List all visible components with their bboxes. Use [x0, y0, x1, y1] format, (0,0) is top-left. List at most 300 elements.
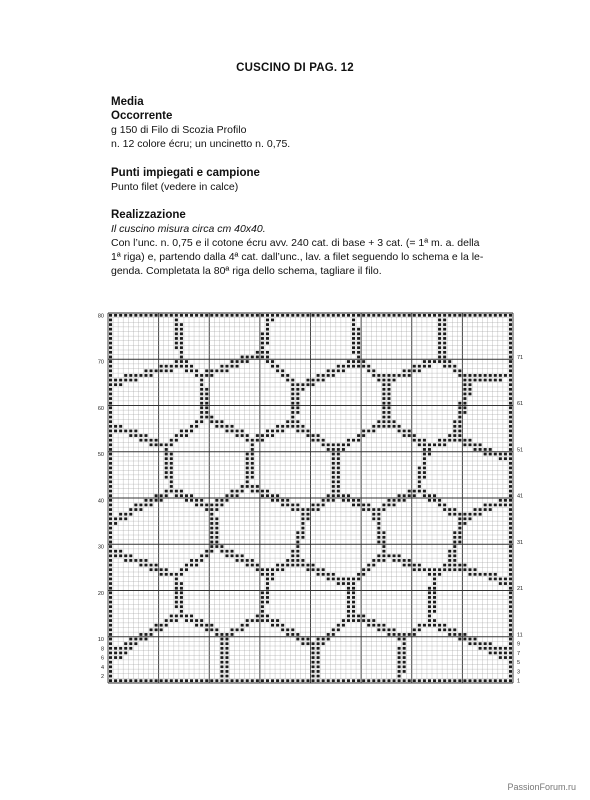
filled-cell: [484, 314, 487, 317]
filled-cell: [489, 374, 492, 377]
filled-cell: [155, 443, 158, 446]
filled-cell: [463, 638, 466, 641]
filled-cell: [109, 420, 112, 423]
grid-lines-layer: [108, 313, 513, 683]
filled-cell: [509, 379, 512, 382]
filled-cell: [109, 480, 112, 483]
filled-cell: [463, 397, 466, 400]
filled-cell: [413, 568, 416, 571]
filled-cell: [205, 628, 208, 631]
filled-cell: [109, 545, 112, 548]
filled-cell: [134, 430, 137, 433]
filled-cell: [357, 679, 360, 682]
filled-cell: [109, 346, 112, 349]
filled-cell: [347, 494, 350, 497]
filled-cell: [509, 328, 512, 331]
filled-cell: [317, 661, 320, 664]
filled-cell: [332, 628, 335, 631]
filled-cell: [134, 374, 137, 377]
filled-cell: [165, 369, 168, 372]
filled-cell: [362, 365, 365, 368]
filled-cell: [180, 591, 183, 594]
filled-cell: [484, 374, 487, 377]
filled-cell: [413, 490, 416, 493]
filled-cell: [109, 485, 112, 488]
filled-cell: [413, 314, 416, 317]
filled-cell: [271, 499, 274, 502]
realizzazione-line-3: genda. Completata la 80ª riga dello schema, tagliare il filo.: [111, 265, 382, 277]
filled-cell: [458, 420, 461, 423]
filled-cell: [205, 388, 208, 391]
filled-cell: [453, 508, 456, 511]
filled-cell: [382, 628, 385, 631]
filled-cell: [155, 499, 158, 502]
filled-cell: [276, 619, 279, 622]
right-axis-label: 51: [517, 447, 524, 454]
filled-cell: [433, 591, 436, 594]
filled-cell: [200, 402, 203, 405]
filled-cell: [362, 568, 365, 571]
filled-cell: [509, 545, 512, 548]
filled-cell: [306, 568, 309, 571]
filled-cell: [342, 494, 345, 497]
filled-cell: [509, 508, 512, 511]
filled-cell: [190, 314, 193, 317]
filled-cell: [458, 439, 461, 442]
filled-cell: [509, 647, 512, 650]
filled-cell: [129, 434, 132, 437]
filled-cell: [347, 587, 350, 590]
filled-cell: [438, 346, 441, 349]
filled-cell: [109, 383, 112, 386]
filled-cell: [332, 462, 335, 465]
filled-cell: [160, 443, 163, 446]
filled-cell: [489, 379, 492, 382]
filled-cell: [317, 642, 320, 645]
punti-line-1: Punto filet (vedere in calce): [111, 181, 239, 193]
filled-cell: [342, 578, 345, 581]
filled-cell: [109, 332, 112, 335]
filled-cell: [382, 425, 385, 428]
filled-cell: [281, 425, 284, 428]
filled-cell: [423, 365, 426, 368]
filled-cell: [109, 578, 112, 581]
filled-cell: [312, 314, 315, 317]
filled-cell: [175, 587, 178, 590]
filled-cell: [210, 550, 213, 553]
filled-cell: [317, 504, 320, 507]
filled-cell: [266, 360, 269, 363]
filled-cell: [489, 647, 492, 650]
filled-cell: [220, 545, 223, 548]
filled-cell: [251, 439, 254, 442]
filled-cell: [144, 439, 147, 442]
filled-cell: [261, 356, 264, 359]
filled-cell: [433, 499, 436, 502]
filled-cell: [175, 490, 178, 493]
left-axis-label: 30: [97, 544, 104, 551]
filled-cell: [160, 494, 163, 497]
right-axis-label: 7: [517, 650, 521, 657]
filled-cell: [119, 550, 122, 553]
filled-cell: [114, 652, 117, 655]
filled-cell: [210, 527, 213, 530]
filled-cell: [215, 425, 218, 428]
filled-cell: [433, 619, 436, 622]
filled-cell: [185, 369, 188, 372]
filled-cell: [160, 679, 163, 682]
filled-cell: [418, 624, 421, 627]
filled-cell: [489, 448, 492, 451]
filled-cell: [458, 536, 461, 539]
filled-cell: [479, 642, 482, 645]
filled-cell: [377, 559, 380, 562]
filled-cell: [468, 314, 471, 317]
filled-cell: [210, 628, 213, 631]
filled-cell: [423, 453, 426, 456]
filled-cell: [195, 369, 198, 372]
filled-cell: [463, 314, 466, 317]
filled-cell: [332, 499, 335, 502]
filled-cell: [337, 476, 340, 479]
filled-cell: [509, 332, 512, 335]
filled-cell: [109, 665, 112, 668]
filled-cell: [509, 513, 512, 516]
left-axis-label: 8: [100, 646, 104, 653]
filled-cell: [165, 365, 168, 368]
right-axis-label: 1: [517, 678, 521, 685]
filled-cell: [509, 670, 512, 673]
filled-cell: [352, 337, 355, 340]
filled-cell: [170, 471, 173, 474]
filled-cell: [428, 568, 431, 571]
filled-cell: [433, 578, 436, 581]
filled-cell: [109, 568, 112, 571]
filled-cell: [509, 517, 512, 520]
filled-cell: [387, 314, 390, 317]
filled-cell: [160, 499, 163, 502]
filled-cell: [185, 679, 188, 682]
filled-cell: [337, 314, 340, 317]
filled-cell: [129, 679, 132, 682]
filled-cell: [266, 494, 269, 497]
filled-cell: [175, 578, 178, 581]
filled-cell: [448, 633, 451, 636]
filled-cell: [337, 453, 340, 456]
filled-cell: [266, 568, 269, 571]
filled-cell: [403, 647, 406, 650]
filled-cell: [286, 499, 289, 502]
filled-cell: [170, 453, 173, 456]
filled-cell: [301, 642, 304, 645]
filled-cell: [236, 360, 239, 363]
filled-cell: [190, 430, 193, 433]
filled-cell: [150, 443, 153, 446]
filled-cell: [109, 388, 112, 391]
filled-cell: [119, 314, 122, 317]
filled-cell: [271, 430, 274, 433]
filled-cell: [155, 439, 158, 442]
filled-cell: [170, 619, 173, 622]
filled-cell: [109, 490, 112, 493]
filled-cell: [387, 383, 390, 386]
filled-cell: [185, 434, 188, 437]
left-axis-label: 4: [100, 664, 104, 671]
filled-cell: [271, 314, 274, 317]
filled-cell: [458, 411, 461, 414]
filled-cell: [509, 314, 512, 317]
filled-cell: [499, 652, 502, 655]
filled-cell: [215, 499, 218, 502]
filled-cell: [438, 328, 441, 331]
filled-cell: [291, 554, 294, 557]
filled-cell: [231, 490, 234, 493]
filled-cell: [236, 679, 239, 682]
filled-cell: [109, 508, 112, 511]
filled-cell: [155, 369, 158, 372]
filled-cell: [367, 619, 370, 622]
filled-cell: [489, 504, 492, 507]
filled-cell: [479, 448, 482, 451]
filled-cell: [499, 647, 502, 650]
filled-cell: [180, 430, 183, 433]
filled-cell: [367, 314, 370, 317]
filled-cell: [306, 434, 309, 437]
filled-cell: [367, 369, 370, 372]
filled-cell: [271, 679, 274, 682]
filled-cell: [109, 369, 112, 372]
filled-cell: [352, 596, 355, 599]
filled-cell: [200, 314, 203, 317]
filled-cell: [418, 568, 421, 571]
filled-cell: [205, 624, 208, 627]
filled-cell: [509, 453, 512, 456]
filled-cell: [377, 554, 380, 557]
filled-cell: [210, 517, 213, 520]
filled-cell: [190, 425, 193, 428]
filled-cell: [109, 337, 112, 340]
filled-cell: [134, 508, 137, 511]
filled-cell: [109, 582, 112, 585]
filled-cell: [352, 578, 355, 581]
filled-cell: [509, 471, 512, 474]
filled-cell: [261, 346, 264, 349]
filled-cell: [109, 457, 112, 460]
filled-cell: [509, 550, 512, 553]
filled-cell: [210, 522, 213, 525]
filled-cell: [165, 679, 168, 682]
filled-cell: [393, 374, 396, 377]
filled-cell: [342, 499, 345, 502]
filled-cell: [109, 541, 112, 544]
filled-cell: [231, 554, 234, 557]
filled-cell: [150, 504, 153, 507]
filled-cell: [266, 323, 269, 326]
filled-cell: [236, 365, 239, 368]
filled-cell: [150, 369, 153, 372]
filled-cell: [220, 642, 223, 645]
filled-cell: [231, 628, 234, 631]
filled-cell: [114, 656, 117, 659]
filled-cell: [332, 485, 335, 488]
filled-cell: [241, 490, 244, 493]
filled-cell: [246, 476, 249, 479]
filled-cell: [509, 369, 512, 372]
filled-cell: [129, 513, 132, 516]
filled-cell: [225, 430, 228, 433]
filled-cell: [165, 490, 168, 493]
filled-cell: [200, 420, 203, 423]
filled-cell: [241, 356, 244, 359]
filled-cell: [180, 328, 183, 331]
filled-cell: [448, 314, 451, 317]
filled-cell: [458, 638, 461, 641]
filled-cell: [180, 314, 183, 317]
filled-cell: [428, 448, 431, 451]
filled-cell: [165, 453, 168, 456]
filled-cell: [312, 652, 315, 655]
filled-cell: [337, 443, 340, 446]
filled-cell: [458, 402, 461, 405]
filled-cell: [387, 411, 390, 414]
filled-cell: [205, 374, 208, 377]
filled-cell: [337, 457, 340, 460]
filled-cell: [124, 374, 127, 377]
filled-cell: [322, 439, 325, 442]
filled-cell: [332, 476, 335, 479]
filled-cell: [433, 443, 436, 446]
filled-cell: [509, 522, 512, 525]
filled-cell: [175, 582, 178, 585]
filled-cell: [296, 425, 299, 428]
filled-cell: [210, 541, 213, 544]
filled-cell: [281, 430, 284, 433]
filled-cell: [347, 314, 350, 317]
filled-cell: [347, 605, 350, 608]
filled-cell: [463, 393, 466, 396]
filled-cell: [372, 559, 375, 562]
filled-cell: [509, 448, 512, 451]
filled-cell: [129, 379, 132, 382]
filled-cell: [256, 619, 259, 622]
filled-cell: [109, 471, 112, 474]
filled-cell: [139, 559, 142, 562]
filled-cell: [468, 573, 471, 576]
filled-cell: [109, 411, 112, 414]
filled-cell: [317, 652, 320, 655]
filled-cell: [251, 356, 254, 359]
filled-cell: [362, 615, 365, 618]
filled-cell: [474, 508, 477, 511]
filled-cell: [352, 332, 355, 335]
filled-cell: [342, 448, 345, 451]
filled-cell: [489, 652, 492, 655]
filled-cell: [251, 457, 254, 460]
filled-cell: [423, 360, 426, 363]
filled-cell: [337, 365, 340, 368]
filled-cell: [387, 416, 390, 419]
filled-cell: [225, 675, 228, 678]
filled-cell: [423, 314, 426, 317]
filled-cell: [428, 615, 431, 618]
filled-cell: [210, 416, 213, 419]
filled-cell: [271, 573, 274, 576]
filled-cell: [276, 564, 279, 567]
filled-cell: [306, 430, 309, 433]
filled-cell: [448, 439, 451, 442]
filled-cell: [134, 679, 137, 682]
filled-cell: [357, 434, 360, 437]
filled-cell: [423, 448, 426, 451]
filled-cell: [357, 499, 360, 502]
filled-cell: [291, 628, 294, 631]
occorrente-line-1: g 150 di Filo di Scozia Profilo: [111, 124, 247, 136]
filled-cell: [332, 443, 335, 446]
filled-cell: [261, 439, 264, 442]
filled-cell: [509, 397, 512, 400]
filled-cell: [398, 638, 401, 641]
filled-cell: [236, 434, 239, 437]
filled-cell: [504, 582, 507, 585]
right-axis-label: 5: [517, 660, 521, 667]
filled-cell: [438, 332, 441, 335]
filled-cell: [109, 453, 112, 456]
filled-cell: [185, 360, 188, 363]
filled-cell: [276, 365, 279, 368]
filled-cell: [124, 652, 127, 655]
filled-cell: [499, 504, 502, 507]
filled-cell: [205, 679, 208, 682]
filled-cell: [170, 573, 173, 576]
filled-cell: [509, 504, 512, 507]
filled-cell: [443, 508, 446, 511]
right-axis-label: 41: [517, 493, 524, 500]
filled-cell: [453, 545, 456, 548]
filled-cell: [403, 374, 406, 377]
filled-cell: [438, 679, 441, 682]
filled-cell: [484, 573, 487, 576]
filled-cell: [342, 619, 345, 622]
filled-cell: [458, 531, 461, 534]
filled-cell: [504, 504, 507, 507]
filled-cell: [291, 564, 294, 567]
filled-cell: [448, 564, 451, 567]
filled-cell: [195, 420, 198, 423]
filled-cell: [170, 369, 173, 372]
filled-cell: [352, 679, 355, 682]
filled-cell: [443, 568, 446, 571]
filled-cell: [225, 554, 228, 557]
filled-cell: [129, 638, 132, 641]
filled-cell: [489, 578, 492, 581]
left-axis-labels: [98, 313, 104, 680]
filled-cell: [301, 531, 304, 534]
filled-cell: [296, 550, 299, 553]
filled-cell: [246, 624, 249, 627]
filled-cell: [509, 601, 512, 604]
filled-cell: [458, 369, 461, 372]
filled-cell: [393, 559, 396, 562]
filled-cell: [165, 467, 168, 470]
filled-cell: [109, 434, 112, 437]
filled-cell: [220, 661, 223, 664]
filled-cell: [225, 550, 228, 553]
filled-cell: [225, 647, 228, 650]
filled-cell: [261, 596, 264, 599]
filled-cell: [377, 420, 380, 423]
filled-cell: [509, 476, 512, 479]
filled-cell: [509, 578, 512, 581]
